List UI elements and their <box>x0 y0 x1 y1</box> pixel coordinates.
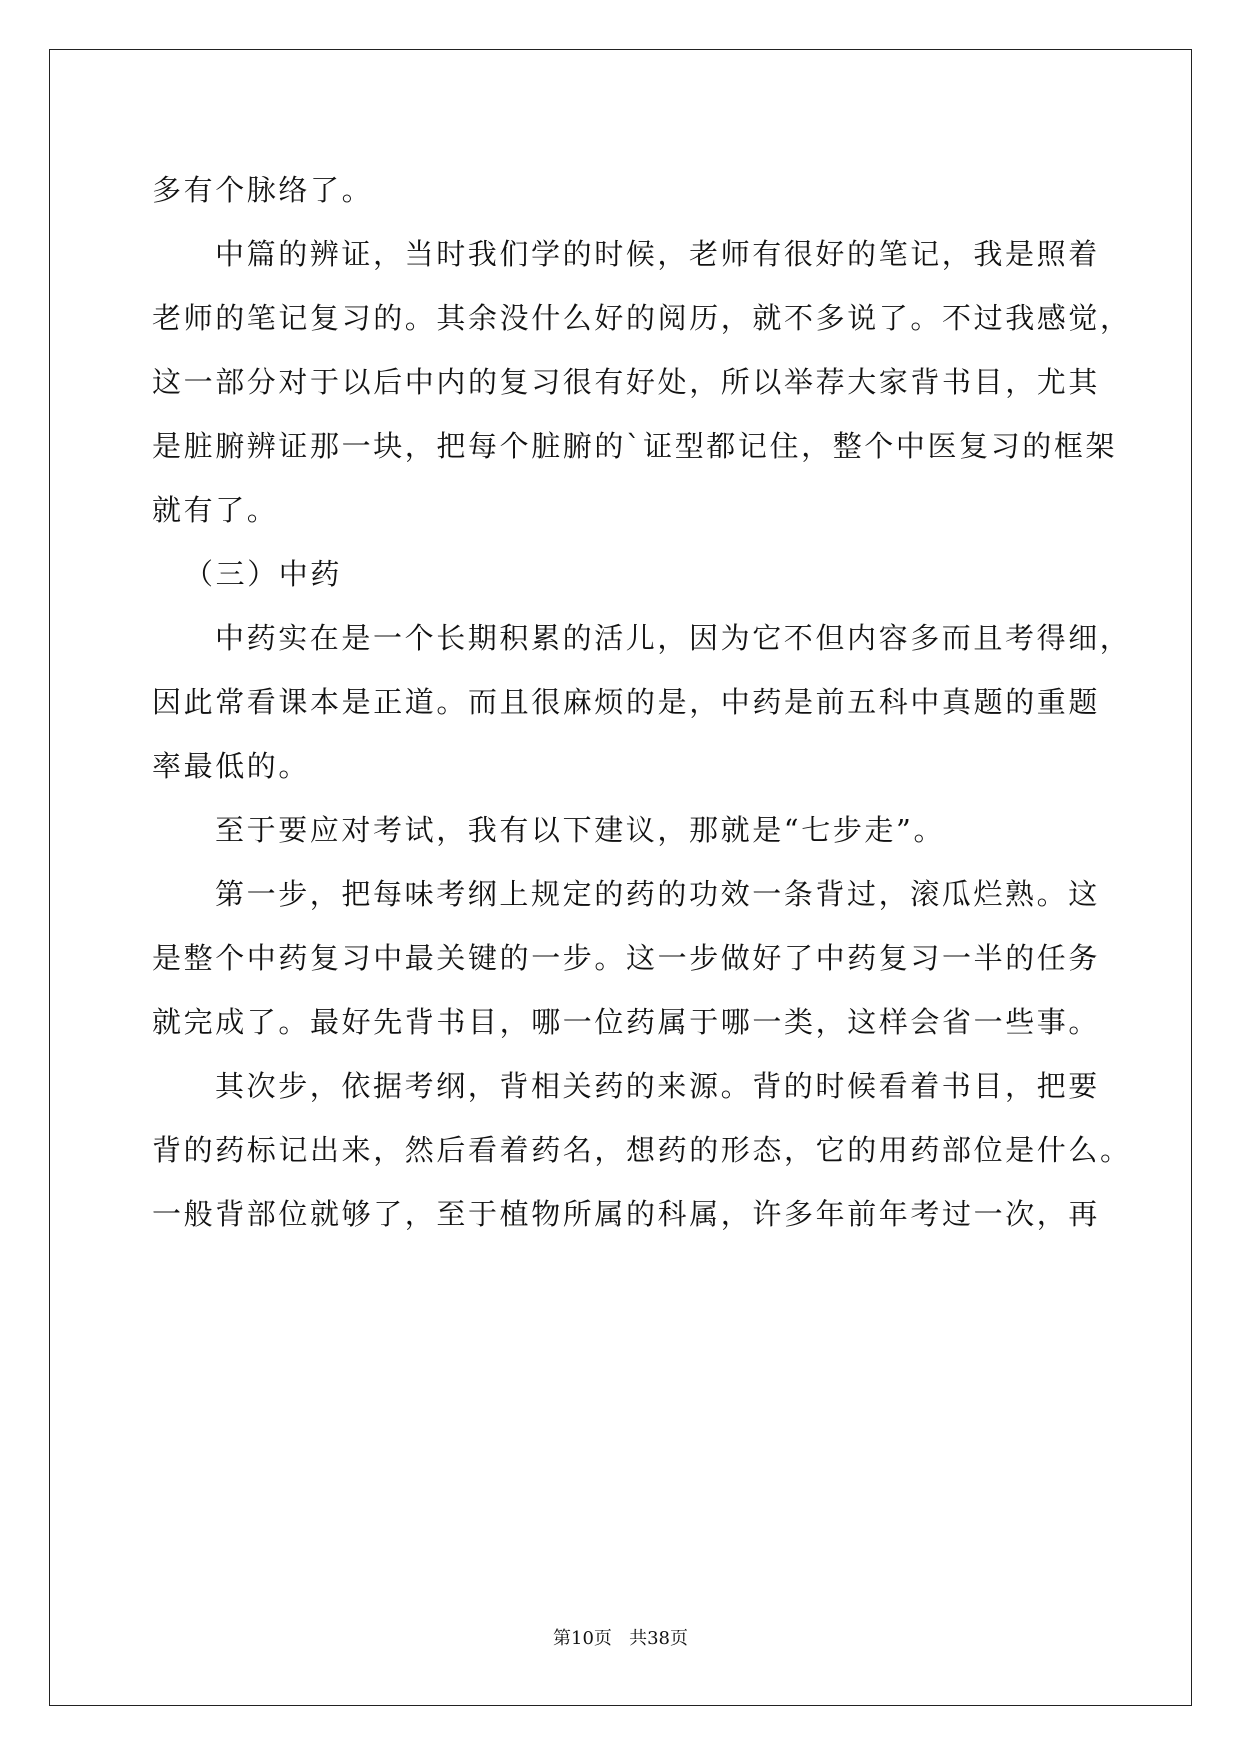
text-line: 这一部分对于以后中内的复习很有好处，所以举荐大家背书目，尤其 <box>152 365 1101 399</box>
page-footer <box>0 1624 1241 1650</box>
text-line: 第一步，把每味考纲上规定的药的功效一条背过，滚瓜烂熟。这 <box>215 877 1100 911</box>
text-line: 因此常看课本是正道。而且很麻烦的是，中药是前五科中真题的重题 <box>152 685 1101 719</box>
text-line: 是整个中药复习中最关键的一步。这一步做好了中药复习一半的任务 <box>152 941 1101 975</box>
text-line: 就有了。 <box>152 493 279 527</box>
text-line: 就完成了。最好先背书目，哪一位药属于哪一类，这样会省一些事。 <box>152 1005 1101 1039</box>
text-line: 至于要应对考试，我有以下建议，那就是“七步走”。 <box>215 813 946 847</box>
page-total: 共38页 <box>629 1628 688 1649</box>
text-line: 老师的笔记复习的。其余没什么好的阅历，就不多说了。不过我感觉， <box>152 301 1132 335</box>
page-number: 第10页 <box>553 1628 612 1649</box>
text-line: 中篇的辨证，当时我们学的时候，老师有很好的笔记，我是照着 <box>215 237 1100 271</box>
text-line: 其次步，依据考纲，背相关药的来源。背的时候看着书目，把要 <box>215 1069 1100 1103</box>
text-line: 中药实在是一个长期积累的活儿，因为它不但内容多而且考得细， <box>215 621 1132 655</box>
section-heading: （三）中药 <box>184 557 343 591</box>
document-body <box>152 158 1132 1246</box>
text-line: 多有个脉络了。 <box>152 173 374 207</box>
text-line: 背的药标记出来，然后看着药名，想药的形态，它的用药部位是什么。 <box>152 1133 1132 1167</box>
text-line: 是脏腑辨证那一块，把每个脏腑的`证型都记住，整个中医复习的框架 <box>152 429 1118 463</box>
text-line: 一般背部位就够了，至于植物所属的科属，许多年前年考过一次，再 <box>152 1197 1101 1231</box>
text-line: 率最低的。 <box>152 749 311 783</box>
